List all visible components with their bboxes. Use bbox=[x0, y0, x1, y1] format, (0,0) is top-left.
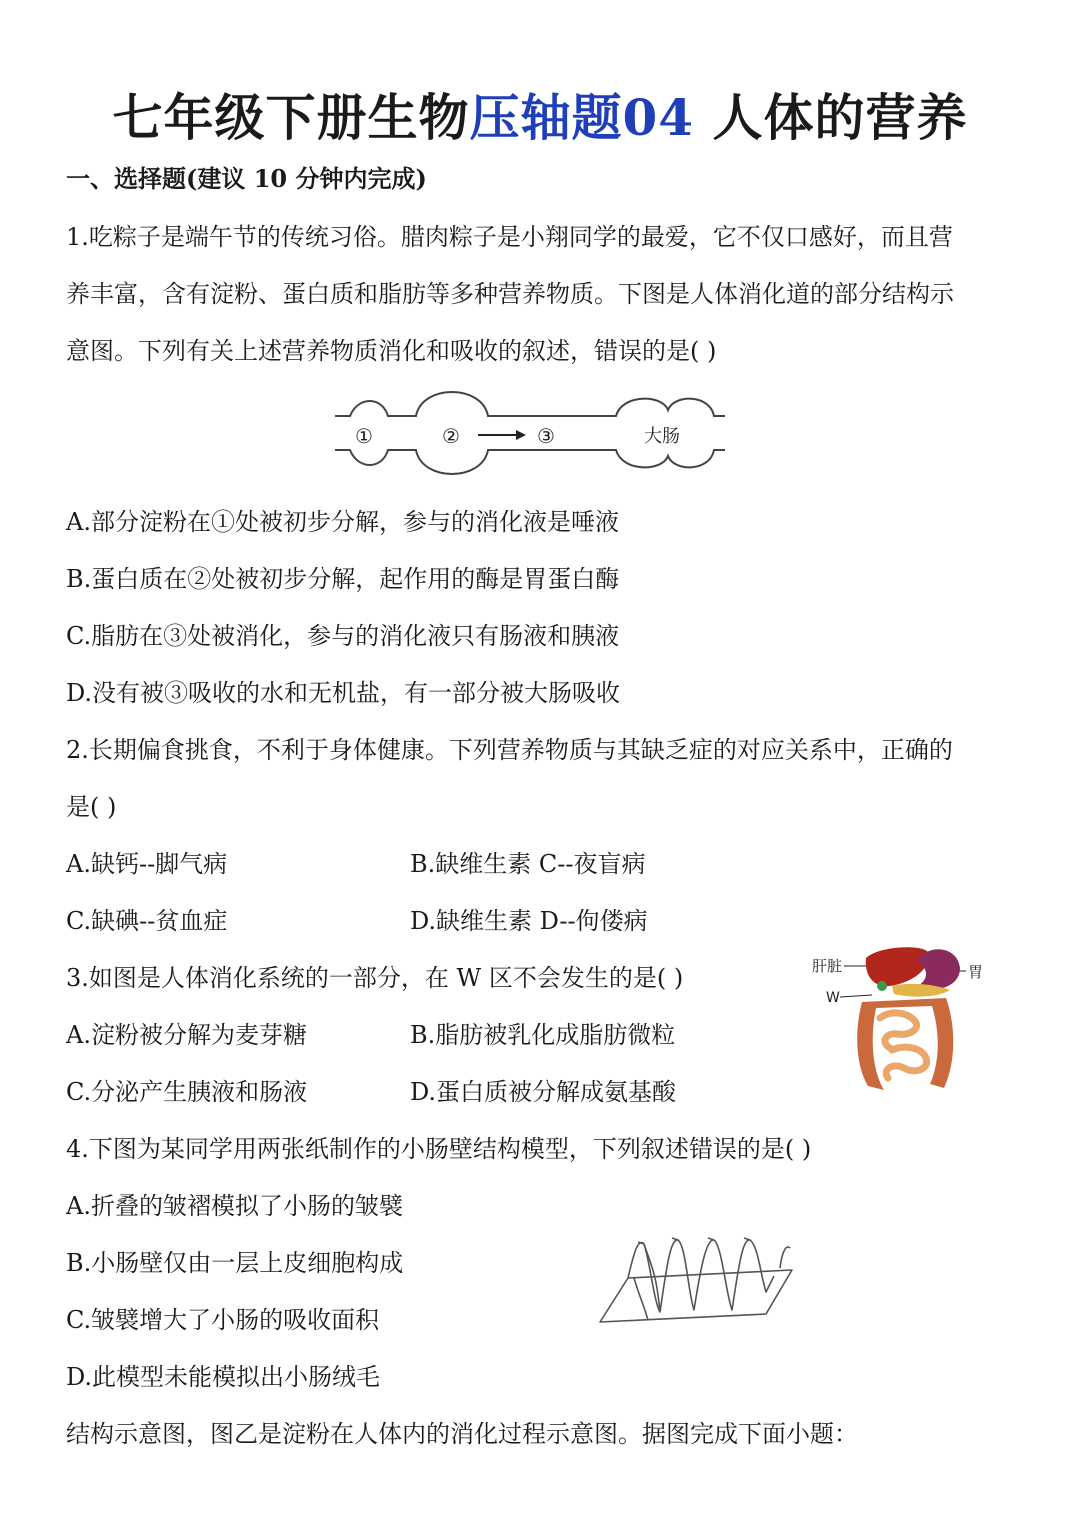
q1-stem-line-2: 养丰富，含有淀粉、蛋白质和脂肪等多种营养物质。下图是人体消化道的部分结构示 bbox=[66, 280, 954, 308]
fig1-label-2: ② bbox=[442, 424, 460, 448]
q2-option-c: C.缺碘--贫血症 bbox=[66, 907, 228, 935]
q3-option-b: B.脂肪被乳化成脂肪微粒 bbox=[410, 1021, 676, 1049]
q2-option-b: B.缺维生素 C--夜盲病 bbox=[410, 850, 646, 878]
q4-stem: 4.下图为某同学用两张纸制作的小肠壁结构模型，下列叙述错误的是( ) bbox=[66, 1135, 812, 1163]
q3-option-d: D.蛋白质被分解成氨基酸 bbox=[410, 1078, 677, 1106]
w-label: W bbox=[826, 990, 840, 1006]
digestive-tract-diagram bbox=[330, 388, 730, 478]
q1-stem-line-3: 意图。下列有关上述营养物质消化和吸收的叙述，错误的是( ) bbox=[66, 337, 717, 365]
q1-option-b: B.蛋白质在②处被初步分解，起作用的酶是胃蛋白酶 bbox=[66, 565, 620, 593]
digestive-system-illustration bbox=[810, 938, 990, 1098]
q2-stem-line-2: 是( ) bbox=[66, 793, 117, 821]
q1-option-a: A.部分淀粉在①处被初步分解，参与的消化液是唾液 bbox=[66, 508, 619, 536]
q1-stem-line-1: 1.吃粽子是端午节的传统习俗。腊肉粽子是小翔同学的最爱，它不仅口感好，而且营 bbox=[66, 223, 953, 251]
q2-option-d: D.缺维生素 D--佝偻病 bbox=[410, 907, 648, 935]
section-heading: 一、选择题(建议 10 分钟内完成) bbox=[66, 164, 427, 193]
q4-option-d: D.此模型未能模拟出小肠绒毛 bbox=[66, 1363, 381, 1391]
title-part3: 人体的营养 bbox=[694, 88, 968, 147]
q3-stem: 3.如图是人体消化系统的一部分，在 W 区不会发生的是( ) bbox=[66, 964, 684, 992]
q1-option-c: C.脂肪在③处被消化，参与的消化液只有肠液和胰液 bbox=[66, 622, 620, 650]
fig1-label-3: ③ bbox=[537, 424, 555, 448]
title-accent: 压轴题04 bbox=[469, 88, 695, 147]
stomach-label: 胃 bbox=[968, 963, 984, 981]
q1-option-d: D.没有被③吸收的水和无机盐，有一部分被大肠吸收 bbox=[66, 679, 621, 707]
fig1-label-large-intestine: 大肠 bbox=[644, 426, 680, 447]
q4-option-a: A.折叠的皱褶模拟了小肠的皱襞 bbox=[66, 1192, 403, 1220]
page-title bbox=[0, 78, 1080, 150]
intestine-wall-model bbox=[598, 1232, 798, 1332]
q3-option-a: A.淀粉被分解为麦芽糖 bbox=[66, 1021, 307, 1049]
liver-label: 肝脏 bbox=[812, 957, 843, 975]
small-intestine-coils bbox=[880, 1013, 927, 1078]
gallbladder-shape bbox=[877, 981, 887, 991]
q4-option-b: B.小肠壁仅由一层上皮细胞构成 bbox=[66, 1249, 404, 1277]
q3-option-c: C.分泌产生胰液和肠液 bbox=[66, 1078, 308, 1106]
liver-shape bbox=[866, 947, 929, 986]
q2-stem-line-1: 2.长期偏食挑食，不利于身体健康。下列营养物质与其缺乏症的对应关系中，正确的 bbox=[66, 736, 953, 764]
q2-option-a: A.缺钙--脚气病 bbox=[66, 850, 228, 878]
tail-text: 结构示意图，图乙是淀粉在人体内的消化过程示意图。据图完成下面小题： bbox=[66, 1420, 858, 1448]
fig1-label-1: ① bbox=[355, 424, 373, 448]
title-part1: 七年级下册生物 bbox=[112, 88, 470, 147]
arrow-icon bbox=[478, 430, 526, 440]
q4-option-c: C.皱襞增大了小肠的吸收面积 bbox=[66, 1306, 380, 1334]
